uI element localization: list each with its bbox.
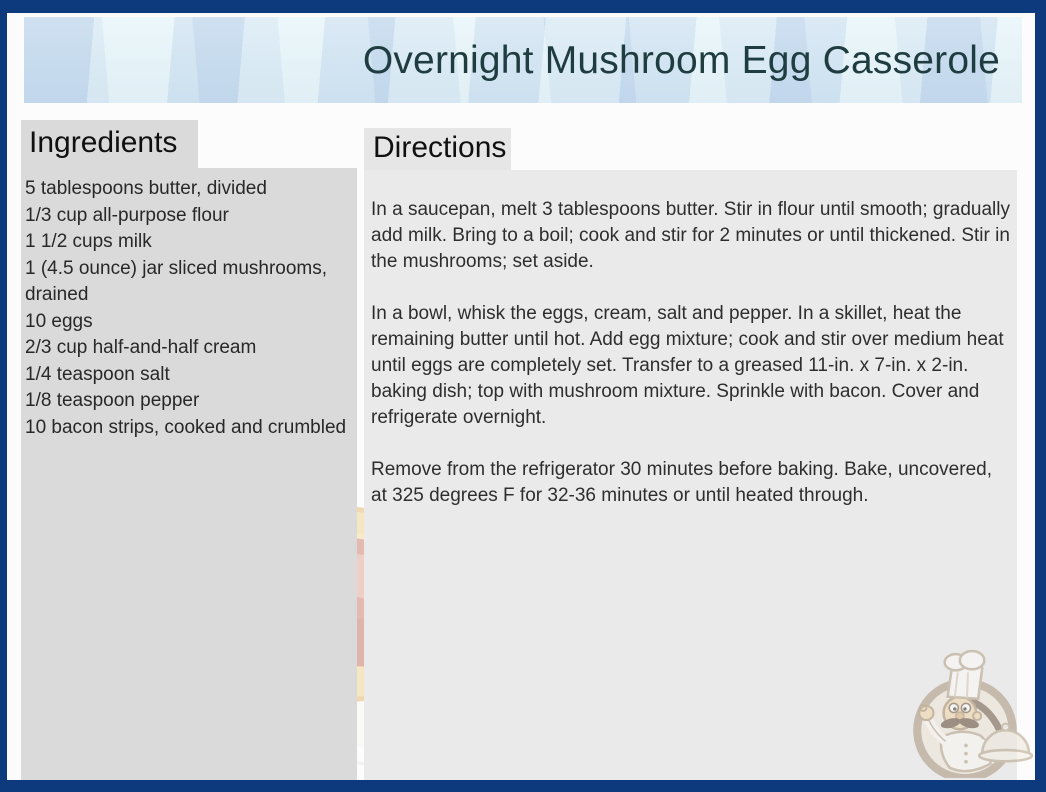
list-item: 10 eggs [25,310,93,332]
title-banner [24,17,1022,103]
directions-paragraph: In a bowl, whisk the eggs, cream, salt and pepper. In a skillet, heat the remaining butter until hot. Add egg mixture; cook and stir over medium heat until eggs are completely set. Transfer to a greased 11-in. x 7-in. x 2-in. baking dish; top with mushroom mixture. Sprinkle with bacon. Cover and refrigerate overnight. [371,303,1004,428]
directions-panel [364,170,1017,780]
list-item: 1 (4.5 ounce) jar sliced mushrooms, drained [25,257,328,305]
page-title: Overnight Mushroom Egg Casserole [362,39,1000,82]
directions-heading: Directions [373,131,507,164]
list-item: 1 1/2 cups milk [25,231,152,252]
list-item: 2/3 cup half-and-half cream [25,337,257,358]
list-item: 1/8 teaspoon pepper [25,390,200,411]
directions-paragraph: In a saucepan, melt 3 tablespoons butter. Stir in flour until smooth; gradually add milk. Bring to a boil; cook and stir for 2 minutes or until thickened. Stir in the mushrooms; set aside. [371,199,1010,272]
ingredients-heading-box [21,120,198,168]
ingredients-list [25,176,351,441]
ingredients-heading: Ingredients [29,126,178,159]
ingredients-panel [21,168,357,780]
list-item: 1/3 cup all-purpose flour [25,204,229,226]
list-item: 1/4 teaspoon salt [25,363,170,385]
list-item: 10 bacon strips, cooked and crumbled [25,416,347,438]
directions-heading-box [364,128,511,170]
list-item: 5 tablespoons butter, divided [25,178,267,199]
page-background [7,13,1035,780]
directions-paragraph: Remove from the refrigerator 30 minutes before baking. Bake, uncovered, at 325 degrees F for 32-36 minutes or until heated through. [371,459,992,506]
